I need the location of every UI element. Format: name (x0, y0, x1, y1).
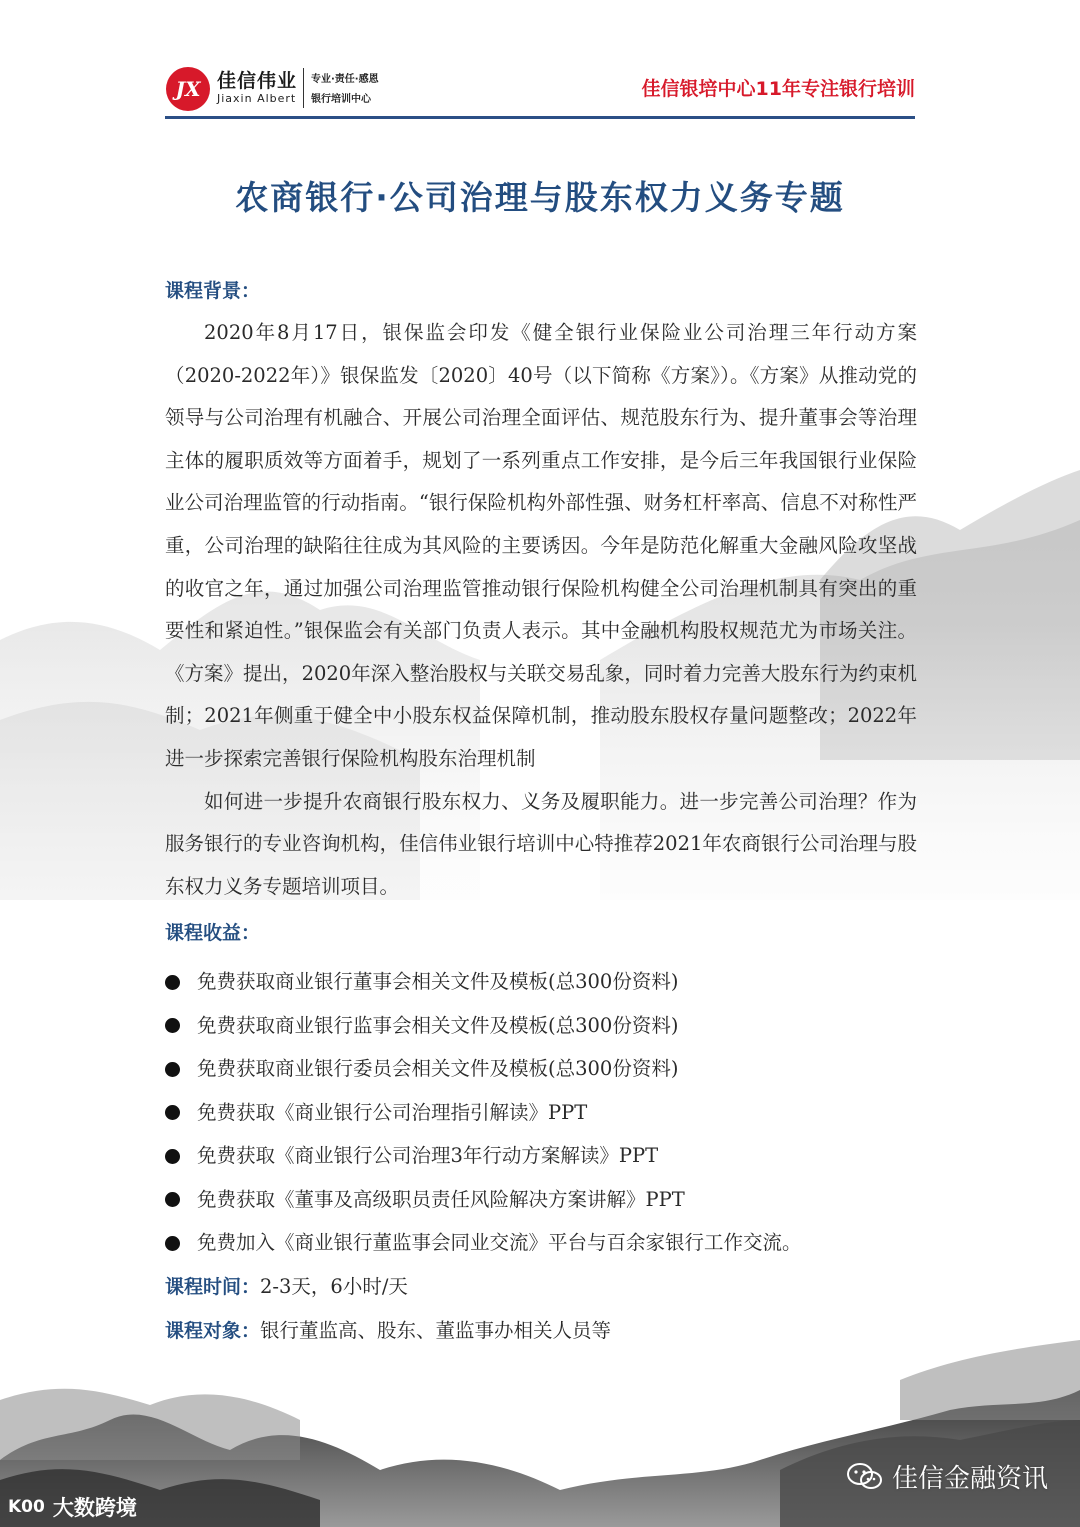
benefits-list (165, 960, 917, 1265)
watermark-logo-icon: K00 (8, 1497, 45, 1517)
watermark-right-text: 佳信金融资讯 (891, 1464, 1048, 1494)
benefit-text: 免费获取商业银行监事会相关文件及模板(总300份资料) (197, 1013, 679, 1037)
benefit-text: 免费获取《董事及高级职员责任风险解决方案讲解》PPT (197, 1187, 685, 1211)
bullet-icon (165, 1149, 180, 1164)
schedule-label: 课程时间： (165, 1275, 261, 1298)
benefit-item (165, 960, 917, 1004)
benefit-item (165, 1004, 917, 1048)
benefit-text: 免费获取商业银行委员会相关文件及模板(总300份资料) (197, 1057, 679, 1081)
schedule-value: 2-3天，6小时/天 (260, 1274, 408, 1298)
jx-logo-icon (165, 66, 211, 112)
benefit-item (165, 1178, 917, 1222)
bullet-icon (165, 1062, 180, 1077)
logo-name: 佳信伟业 (217, 70, 298, 92)
benefit-item (165, 1047, 917, 1091)
benefit-text: 免费获取《商业银行公司治理指引解读》PPT (197, 1100, 588, 1124)
section-label-benefits: 课程收益： (165, 922, 261, 945)
header-rule (165, 116, 915, 119)
logo-tagline: 专业·责任·感恩 (311, 74, 379, 85)
watermark-right (846, 1458, 1048, 1495)
header-slogan: 佳信银培中心11年专注银行培训 (641, 78, 915, 100)
watermark-left (8, 1492, 137, 1522)
course-schedule (165, 1265, 917, 1309)
logo-english-name: Jiaxin Albert (217, 92, 297, 105)
background-paragraph-1: 2020年8月17日，银保监会印发《健全银行业保险业公司治理三年行动方案（2020-2022年）》银保监发〔2020〕40号（以下简称《方案》）。《方案》从推动党的领导与公司治理有机融合、开展公司治理全面评估、规范股东行为、提升董事会等治理主体的履职质效等方面着手，规划了一系列重点工作安排，是今后三年我国银行业保险业公司治理监管的行动指南。“银行保险机构外部性强、财务杠杆率高、信息不对称性严重，公司治理的缺陷往往成为其风险的主要诱因。今年是防范化解重大金融风险攻坚战的收官之年，通过加强公司治理监管推动银行保险机构健全公司治理机制具有突出的重要性和紧迫性。”银保监会有关部门负责人表示。其中金融机构股权规范尤为市场关注。《方案》提出，2020年深入整治股权与关联交易乱象，同时着力完善大股东行为约束机制；2021年侧重于健全中小股东权益保障机制，推动股东股权存量问题整改；2022年进一步探索完善银行保险机构股东治理机制 (165, 321, 917, 770)
page-header (165, 60, 915, 118)
logo-divider (303, 68, 304, 108)
logo-mark-text: JX (175, 77, 201, 101)
watermark-left-text: 大数跨境 (52, 1496, 137, 1520)
section-label-background: 课程背景： (165, 280, 261, 302)
benefit-text: 免费加入《商业银行董监事会同业交流》平台与百余家银行工作交流。 (197, 1231, 802, 1255)
bullet-icon (165, 1105, 180, 1120)
logo-subtitle: 银行培训中心 (311, 94, 371, 105)
benefit-text: 免费获取《商业银行公司治理3年行动方案解读》PPT (197, 1144, 659, 1168)
bullet-icon (165, 975, 180, 990)
benefit-text: 免费获取商业银行董事会相关文件及模板(总300份资料) (197, 970, 679, 994)
course-audience (165, 1309, 917, 1353)
audience-value: 银行董监高、股东、董监事办相关人员等 (260, 1318, 612, 1342)
wechat-icon (846, 1461, 884, 1493)
page-title: 农商银行·公司治理与股东权力义务专题 (235, 178, 845, 217)
benefit-item (165, 1134, 917, 1178)
audience-label: 课程对象： (165, 1319, 261, 1342)
benefit-item (165, 1091, 917, 1135)
bullet-icon (165, 1018, 180, 1033)
bullet-icon (165, 1236, 180, 1251)
main-content (165, 270, 917, 1353)
background-paragraph-2: 如何进一步提升农商银行股东权力、义务及履职能力。进一步完善公司治理？作为服务银行的专业咨询机构，佳信伟业银行培训中心特推荐2021年农商银行公司治理与股东权力义务专题培训项目。 (165, 789, 917, 898)
benefit-item (165, 1221, 917, 1265)
bullet-icon (165, 1192, 180, 1207)
